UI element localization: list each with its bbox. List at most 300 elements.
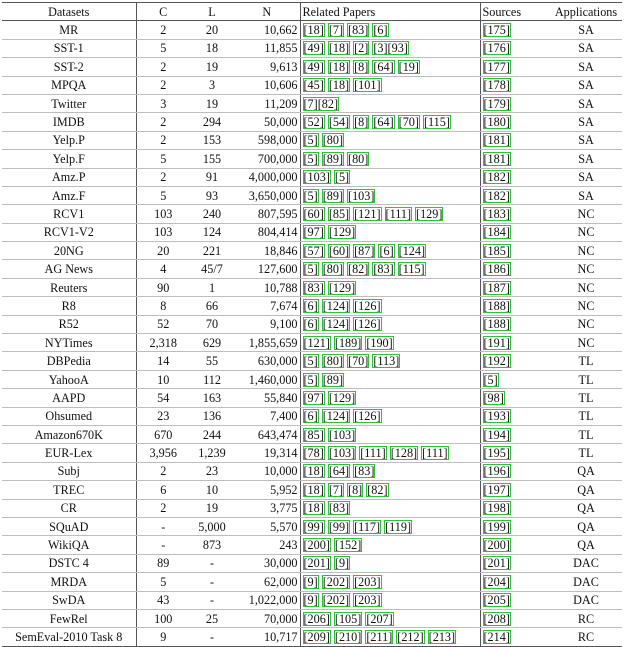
citation-link[interactable]: [83] <box>348 23 369 38</box>
dataset-name-cell: SST-2 <box>2 58 136 76</box>
citation-link[interactable]: [80] <box>322 262 344 277</box>
citation-link[interactable]: [18] <box>303 464 324 479</box>
application-cell: DAC <box>550 591 622 609</box>
citation-link[interactable]: [103] <box>328 427 356 442</box>
source-citation-link[interactable]: [183] <box>483 206 510 221</box>
application-cell: TL <box>550 389 622 407</box>
source-citation-link[interactable]: [188] <box>483 317 510 332</box>
citation-link[interactable]: [103] <box>348 188 375 203</box>
dataset-name-cell: WikiQA <box>2 536 136 554</box>
related-papers-cell <box>300 407 480 425</box>
citation-link[interactable]: [5] <box>303 372 318 387</box>
citation-link[interactable]: [8] <box>354 59 369 74</box>
classes-cell: 5 <box>136 39 190 57</box>
related-papers-cell <box>300 573 480 591</box>
dataset-name-cell: TREC <box>2 481 136 499</box>
source-citation-link[interactable]: [208] <box>483 611 510 626</box>
source-citation-link[interactable]: [5] <box>483 372 498 387</box>
source-cell <box>480 131 550 149</box>
citation-link[interactable]: [128] <box>390 446 418 461</box>
related-papers-cell <box>300 389 480 407</box>
citation-link[interactable]: [111] <box>360 446 386 461</box>
table-row <box>2 536 622 554</box>
length-cell: 124 <box>190 223 234 241</box>
classes-cell: 2 <box>136 462 190 480</box>
citation-link[interactable]: [7] <box>328 482 344 497</box>
header-related-papers: Related Papers <box>300 3 480 21</box>
dataset-name-cell: EUR-Lex <box>2 444 136 462</box>
table-row <box>2 131 622 149</box>
source-citation-link[interactable]: [186] <box>483 262 510 277</box>
table-row <box>2 58 622 76</box>
citation-link[interactable]: [113] <box>373 354 400 369</box>
dataset-name-cell: YahooA <box>2 370 136 388</box>
length-cell: 19 <box>190 499 234 517</box>
related-papers-cell <box>300 352 480 370</box>
source-cell <box>480 150 550 168</box>
citation-link[interactable]: [18] <box>303 23 324 38</box>
citation-link[interactable]: [124] <box>322 409 350 424</box>
source-cell <box>480 425 550 443</box>
source-cell <box>480 352 550 370</box>
citation-link[interactable]: [202] <box>322 593 350 608</box>
source-citation-link[interactable]: [178] <box>483 78 510 93</box>
related-papers-cell <box>300 168 480 186</box>
source-cell <box>480 76 550 94</box>
size-cell: 1,855,659 <box>234 334 300 352</box>
size-cell: 630,000 <box>234 352 300 370</box>
size-cell: 9,613 <box>234 58 300 76</box>
related-papers-cell <box>300 425 480 443</box>
citation-link[interactable]: [209] <box>303 629 330 644</box>
length-cell: 25 <box>190 609 234 627</box>
citation-link[interactable]: [83] <box>354 464 375 479</box>
citation-link[interactable]: [18] <box>328 59 350 74</box>
dataset-name-cell: MR <box>2 21 136 39</box>
table-row <box>2 297 622 315</box>
dataset-name-cell: SemEval-2010 Task 8 <box>2 628 136 646</box>
length-cell: 18 <box>190 39 234 57</box>
citation-link[interactable]: [126] <box>354 409 381 424</box>
size-cell: 643,474 <box>234 425 300 443</box>
related-papers-cell <box>300 499 480 517</box>
citation-link[interactable]: [89] <box>322 151 344 166</box>
source-citation-link[interactable]: [182] <box>483 188 510 203</box>
classes-cell: 2 <box>136 131 190 149</box>
citation-link[interactable]: [5] <box>303 151 318 166</box>
citation-link[interactable]: [2] <box>354 41 369 56</box>
size-cell: 10,606 <box>234 76 300 94</box>
source-citation-link[interactable]: [214] <box>483 629 510 644</box>
citation-link[interactable]: [64] <box>373 115 394 130</box>
source-citation-link[interactable]: [198] <box>483 501 510 516</box>
citation-link[interactable]: [64] <box>373 59 394 74</box>
length-cell: 93 <box>190 186 234 204</box>
source-cell <box>480 499 550 517</box>
citation-link[interactable]: [80] <box>348 151 369 166</box>
size-cell: 807,595 <box>234 205 300 223</box>
source-citation-link[interactable]: [193] <box>483 409 510 424</box>
size-cell: 10,717 <box>234 628 300 646</box>
source-citation-link[interactable]: [191] <box>483 335 510 350</box>
citation-link[interactable]: [124] <box>322 298 350 313</box>
dataset-name-cell: AG News <box>2 260 136 278</box>
table-row <box>2 334 622 352</box>
citation-link[interactable]: [211] <box>366 629 393 644</box>
citation-link[interactable]: [70] <box>398 115 419 130</box>
source-citation-link[interactable]: [194] <box>483 427 510 442</box>
related-papers-cell <box>300 186 480 204</box>
citation-link[interactable]: [6] <box>379 243 394 258</box>
source-cell <box>480 205 550 223</box>
citation-link[interactable]: [190] <box>366 335 393 350</box>
citation-link[interactable]: [203] <box>354 574 381 589</box>
length-cell: 873 <box>190 536 234 554</box>
classes-cell: 23 <box>136 407 190 425</box>
source-citation-link[interactable]: [196] <box>483 464 510 479</box>
dataset-name-cell: IMDB <box>2 113 136 131</box>
citation-link[interactable]: [49] <box>303 59 324 74</box>
source-cell <box>480 536 550 554</box>
table-row <box>2 39 622 57</box>
citation-link[interactable]: [89] <box>322 372 344 387</box>
citation-link[interactable]: [152] <box>334 538 362 553</box>
length-cell: 91 <box>190 168 234 186</box>
citation-link[interactable]: [111] <box>385 206 412 221</box>
citation-link[interactable]: [201] <box>303 556 330 571</box>
citation-link[interactable]: [103] <box>303 170 330 185</box>
table-row <box>2 389 622 407</box>
application-cell: SA <box>550 186 622 204</box>
table-row <box>2 425 622 443</box>
size-cell: 19,314 <box>234 444 300 462</box>
dataset-name-cell: SwDA <box>2 591 136 609</box>
source-cell <box>480 113 550 131</box>
citation-link[interactable]: [203] <box>354 593 381 608</box>
related-papers-cell <box>300 205 480 223</box>
dataset-name-cell: DBPedia <box>2 352 136 370</box>
application-cell: SA <box>550 150 622 168</box>
table-row <box>2 113 622 131</box>
citation-link[interactable]: [18] <box>328 41 350 56</box>
source-citation-link[interactable]: [179] <box>483 96 510 111</box>
citation-link[interactable]: [78] <box>303 446 324 461</box>
classes-cell: 103 <box>136 223 190 241</box>
length-cell: - <box>190 554 234 572</box>
citation-link[interactable]: [119] <box>385 519 412 534</box>
table-row <box>2 481 622 499</box>
size-cell: 1,460,000 <box>234 370 300 388</box>
dataset-name-cell: RCV1 <box>2 205 136 223</box>
source-cell <box>480 334 550 352</box>
source-cell <box>480 554 550 572</box>
citation-link[interactable]: [129] <box>328 280 356 295</box>
citation-link[interactable]: [206] <box>303 611 330 626</box>
source-cell <box>480 315 550 333</box>
header-datasets: Datasets <box>2 3 136 21</box>
header-row <box>2 3 622 21</box>
size-cell: 4,000,000 <box>234 168 300 186</box>
dataset-name-cell: AAPD <box>2 389 136 407</box>
citation-link[interactable]: [202] <box>322 574 350 589</box>
citation-link[interactable]: [83] <box>328 501 350 516</box>
source-citation-link[interactable]: [197] <box>483 482 510 497</box>
citation-link[interactable]: [80] <box>322 354 344 369</box>
header-c: C <box>136 3 190 21</box>
application-cell: NC <box>550 223 622 241</box>
dataset-name-cell: RCV1-V2 <box>2 223 136 241</box>
header-applications: Applications <box>550 3 622 21</box>
citation-link[interactable]: [6] <box>303 317 318 332</box>
table-row <box>2 462 622 480</box>
citation-link[interactable]: [54] <box>328 115 350 130</box>
citation-link[interactable]: [52] <box>303 115 324 130</box>
table-row <box>2 94 622 112</box>
size-cell: 598,000 <box>234 131 300 149</box>
citation-link[interactable]: [99] <box>303 519 324 534</box>
citation-link[interactable]: [83] <box>373 262 394 277</box>
citation-link[interactable]: [117] <box>354 519 381 534</box>
citation-link[interactable]: [5] <box>303 188 318 203</box>
dataset-name-cell: Ohsumed <box>2 407 136 425</box>
citation-link[interactable]: [7][82] <box>303 96 339 111</box>
length-cell: 3 <box>190 76 234 94</box>
source-citation-link[interactable]: [176] <box>483 41 510 56</box>
source-citation-link[interactable]: [204] <box>483 574 510 589</box>
citation-link[interactable]: [210] <box>334 629 362 644</box>
dataset-name-cell: 20NG <box>2 242 136 260</box>
length-cell: - <box>190 628 234 646</box>
length-cell: 19 <box>190 58 234 76</box>
header-sources: Sources <box>480 3 550 21</box>
application-cell: SA <box>550 76 622 94</box>
related-papers-cell <box>300 278 480 296</box>
citation-link[interactable]: [129] <box>416 206 443 221</box>
citation-link[interactable]: [115] <box>398 262 425 277</box>
related-papers-cell <box>300 39 480 57</box>
citation-link[interactable]: [207] <box>366 611 393 626</box>
size-cell: 10,662 <box>234 21 300 39</box>
application-cell: TL <box>550 425 622 443</box>
length-cell: 70 <box>190 315 234 333</box>
table-row <box>2 21 622 39</box>
citation-link[interactable]: [189] <box>334 335 362 350</box>
citation-link[interactable]: [213] <box>428 629 456 644</box>
source-citation-link[interactable]: [181] <box>483 133 510 148</box>
dataset-name-cell: Subj <box>2 462 136 480</box>
classes-cell: 5 <box>136 150 190 168</box>
source-citation-link[interactable]: [195] <box>483 446 510 461</box>
length-cell: 240 <box>190 205 234 223</box>
source-citation-link[interactable]: [180] <box>483 115 510 130</box>
citation-link[interactable]: [9] <box>334 556 350 571</box>
classes-cell: 2 <box>136 113 190 131</box>
related-papers-cell <box>300 591 480 609</box>
citation-link[interactable]: [8] <box>354 115 369 130</box>
source-cell <box>480 591 550 609</box>
citation-link[interactable]: [124] <box>322 317 350 332</box>
citation-link[interactable]: [85] <box>328 206 350 221</box>
citation-link[interactable]: [45] <box>303 78 324 93</box>
citation-link[interactable]: [111] <box>422 446 448 461</box>
citation-link[interactable]: [3][93] <box>373 41 408 56</box>
citation-link[interactable]: [18] <box>328 78 350 93</box>
table-row <box>2 573 622 591</box>
source-cell <box>480 609 550 627</box>
table-row <box>2 150 622 168</box>
citation-link[interactable]: [124] <box>398 243 426 258</box>
size-cell: 62,000 <box>234 573 300 591</box>
length-cell: 19 <box>190 94 234 112</box>
citation-link[interactable]: [19] <box>398 59 419 74</box>
citation-link[interactable]: [60] <box>328 243 350 258</box>
citation-link[interactable]: [8] <box>348 482 363 497</box>
citation-link[interactable]: [212] <box>397 629 424 644</box>
source-cell <box>480 39 550 57</box>
related-papers-cell <box>300 21 480 39</box>
dataset-name-cell: Amz.P <box>2 168 136 186</box>
citation-link[interactable]: [5] <box>334 170 350 185</box>
citation-link[interactable]: [99] <box>328 519 350 534</box>
length-cell: 45/7 <box>190 260 234 278</box>
length-cell: 221 <box>190 242 234 260</box>
table-row <box>2 352 622 370</box>
dataset-name-cell: Twitter <box>2 94 136 112</box>
classes-cell: 100 <box>136 609 190 627</box>
application-cell: DAC <box>550 573 622 591</box>
citation-link[interactable]: [9] <box>303 593 318 608</box>
citation-link[interactable]: [82] <box>367 482 388 497</box>
citation-link[interactable]: [49] <box>303 41 324 56</box>
related-papers-cell <box>300 76 480 94</box>
source-citation-link[interactable]: [182] <box>483 170 510 185</box>
dataset-name-cell: NYTimes <box>2 334 136 352</box>
classes-cell: 8 <box>136 297 190 315</box>
citation-link[interactable]: [7] <box>328 23 344 38</box>
citation-link[interactable]: [57] <box>303 243 324 258</box>
source-citation-link[interactable]: [205] <box>483 593 510 608</box>
classes-cell: 4 <box>136 260 190 278</box>
size-cell: 3,775 <box>234 499 300 517</box>
dataset-name-cell: CR <box>2 499 136 517</box>
size-cell: 50,000 <box>234 113 300 131</box>
source-citation-link[interactable]: [184] <box>483 225 510 240</box>
citation-link[interactable]: [6] <box>373 23 388 38</box>
application-cell: NC <box>550 278 622 296</box>
citation-link[interactable]: [121] <box>303 335 330 350</box>
source-citation-link[interactable]: [185] <box>483 243 510 258</box>
citation-link[interactable]: [126] <box>354 298 381 313</box>
classes-cell: 6 <box>136 481 190 499</box>
source-cell <box>480 242 550 260</box>
related-papers-cell <box>300 462 480 480</box>
citation-link[interactable]: [5] <box>303 262 318 277</box>
application-cell: NC <box>550 334 622 352</box>
citation-link[interactable]: [97] <box>303 390 324 405</box>
citation-link[interactable]: [97] <box>303 225 324 240</box>
classes-cell: 54 <box>136 389 190 407</box>
dataset-name-cell: R52 <box>2 315 136 333</box>
citation-link[interactable]: [126] <box>354 317 381 332</box>
source-citation-link[interactable]: [188] <box>483 298 510 313</box>
length-cell: 629 <box>190 334 234 352</box>
application-cell: RC <box>550 628 622 646</box>
source-citation-link[interactable]: [201] <box>483 556 510 571</box>
size-cell: 70,000 <box>234 609 300 627</box>
related-papers-cell <box>300 297 480 315</box>
source-citation-link[interactable]: [175] <box>483 23 510 38</box>
citation-link[interactable]: [83] <box>303 280 324 295</box>
citation-link[interactable]: [105] <box>334 611 362 626</box>
citation-link[interactable]: [70] <box>348 354 369 369</box>
citation-link[interactable]: [82] <box>348 262 369 277</box>
citation-link[interactable]: [101] <box>354 78 381 93</box>
citation-link[interactable]: [80] <box>322 133 344 148</box>
size-cell: 7,674 <box>234 297 300 315</box>
citation-link[interactable]: [87] <box>354 243 375 258</box>
citation-link[interactable]: [60] <box>303 206 324 221</box>
citation-link[interactable]: [6] <box>303 298 318 313</box>
source-cell <box>480 444 550 462</box>
citation-link[interactable]: [18] <box>303 501 324 516</box>
source-cell <box>480 186 550 204</box>
citation-link[interactable]: [64] <box>328 464 350 479</box>
application-cell: SA <box>550 58 622 76</box>
source-cell <box>480 517 550 535</box>
table-row <box>2 407 622 425</box>
citation-link[interactable]: [85] <box>303 427 324 442</box>
source-cell <box>480 278 550 296</box>
application-cell: QA <box>550 462 622 480</box>
source-citation-link[interactable]: [177] <box>483 59 510 74</box>
source-citation-link[interactable]: [200] <box>483 538 510 553</box>
source-citation-link[interactable]: [199] <box>483 519 510 534</box>
table-row <box>2 315 622 333</box>
citation-link[interactable]: [121] <box>354 206 381 221</box>
application-cell: SA <box>550 39 622 57</box>
source-citation-link[interactable]: [192] <box>483 354 510 369</box>
length-cell: 5,000 <box>190 517 234 535</box>
citation-link[interactable]: [129] <box>328 390 356 405</box>
application-cell: TL <box>550 352 622 370</box>
size-cell: 5,952 <box>234 481 300 499</box>
citation-link[interactable]: [9] <box>303 574 318 589</box>
source-cell <box>480 21 550 39</box>
citation-link[interactable]: [5] <box>303 354 318 369</box>
related-papers-cell <box>300 444 480 462</box>
citation-link[interactable]: [18] <box>303 482 324 497</box>
citation-link[interactable]: [115] <box>423 115 450 130</box>
datasets-table <box>2 2 622 647</box>
citation-link[interactable]: [103] <box>328 446 356 461</box>
citation-link[interactable]: [6] <box>303 409 318 424</box>
citation-link[interactable]: [129] <box>328 225 356 240</box>
citation-link[interactable]: [89] <box>322 188 344 203</box>
dataset-name-cell: Amazon670K <box>2 425 136 443</box>
source-cell <box>480 168 550 186</box>
source-citation-link[interactable]: [98] <box>483 390 504 405</box>
application-cell: SA <box>550 131 622 149</box>
citation-link[interactable]: [5] <box>303 133 318 148</box>
table-row <box>2 223 622 241</box>
source-citation-link[interactable]: [181] <box>483 151 510 166</box>
citation-link[interactable]: [200] <box>303 538 330 553</box>
related-papers-cell <box>300 517 480 535</box>
source-citation-link[interactable]: [187] <box>483 280 510 295</box>
size-cell: 1,022,000 <box>234 591 300 609</box>
classes-cell: 2 <box>136 21 190 39</box>
related-papers-cell <box>300 481 480 499</box>
